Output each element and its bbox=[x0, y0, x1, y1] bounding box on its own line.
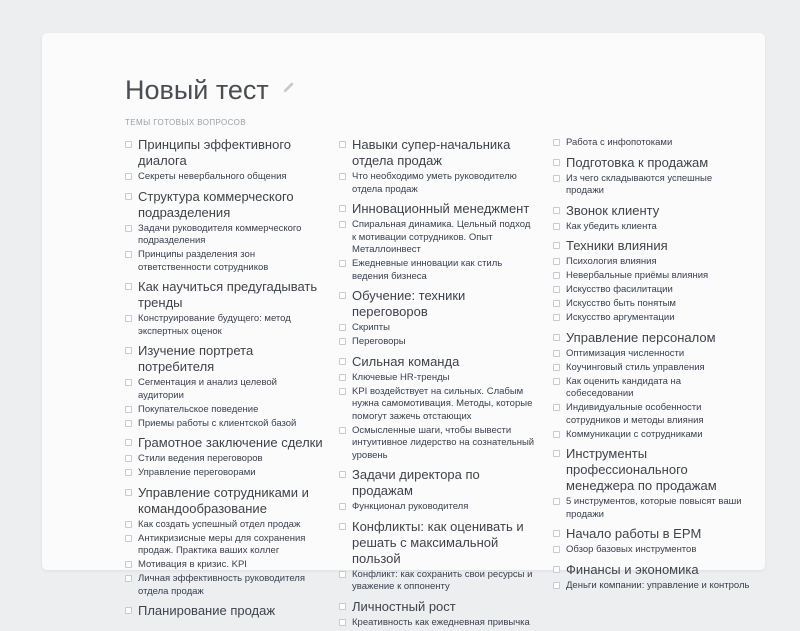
question-label[interactable]: Креативность как ежедневная привычка bbox=[352, 616, 530, 628]
question-label[interactable]: Психология влияния bbox=[566, 256, 657, 267]
topic-block bbox=[553, 330, 751, 442]
question-label[interactable]: Работа с инфопотоками bbox=[566, 137, 673, 148]
topic-label[interactable]: Обучение: техники переговоров bbox=[352, 288, 466, 319]
question-row[interactable] bbox=[339, 425, 537, 463]
topic-label[interactable]: Принципы эффективного диалога bbox=[138, 137, 292, 168]
question-checkbox[interactable] bbox=[125, 225, 132, 232]
topic-block bbox=[125, 137, 323, 184]
question-checkbox[interactable] bbox=[553, 300, 560, 307]
question-row[interactable] bbox=[339, 569, 537, 594]
question-label[interactable]: Управление переговорами bbox=[138, 467, 256, 478]
question-row[interactable] bbox=[125, 249, 323, 274]
question-checkbox[interactable] bbox=[125, 535, 132, 542]
question-row[interactable] bbox=[339, 372, 537, 385]
topic-block bbox=[553, 526, 751, 557]
question-checkbox[interactable] bbox=[339, 338, 346, 345]
topic-row[interactable] bbox=[339, 354, 537, 370]
question-row[interactable] bbox=[339, 501, 537, 514]
topic-checkbox[interactable] bbox=[553, 566, 560, 573]
question-row[interactable] bbox=[553, 312, 751, 325]
topic-block bbox=[125, 279, 323, 338]
question-row[interactable] bbox=[553, 580, 751, 593]
question-row[interactable] bbox=[553, 284, 751, 297]
question-label[interactable]: Спиральная динамика. Цельный подход к мотивации сотрудников. Опыт Металлоинвест bbox=[352, 219, 531, 255]
topic-block bbox=[553, 238, 751, 325]
question-row[interactable] bbox=[553, 256, 751, 269]
topic-label[interactable]: Начало работы в EPM bbox=[566, 526, 702, 541]
topic-label[interactable]: Изучение портрета потребителя bbox=[138, 343, 254, 374]
question-checkbox[interactable] bbox=[339, 260, 346, 267]
question-label[interactable]: Ежедневные инновации как стиль ведения бизнеса bbox=[352, 258, 503, 282]
question-label[interactable]: Коучинговый стиль управления bbox=[566, 361, 705, 373]
question-label[interactable]: Как оценить кандидата на собеседовании bbox=[566, 375, 682, 399]
question-checkbox[interactable] bbox=[125, 379, 132, 386]
topic-block bbox=[339, 354, 537, 463]
topic-checkbox[interactable] bbox=[553, 242, 560, 249]
topic-checkbox[interactable] bbox=[553, 159, 560, 166]
question-checkbox[interactable] bbox=[339, 619, 346, 626]
question-label[interactable]: Мотивация в кризис. KPI bbox=[138, 559, 247, 570]
topic-row[interactable] bbox=[553, 203, 751, 219]
topic-row[interactable] bbox=[125, 279, 323, 311]
question-row[interactable] bbox=[125, 418, 323, 431]
topic-row[interactable] bbox=[339, 519, 537, 567]
topic-label[interactable]: Финансы и экономика bbox=[566, 561, 699, 577]
question-checkbox[interactable] bbox=[553, 498, 560, 505]
question-label[interactable]: Невербальные приёмы влияния bbox=[566, 270, 709, 281]
topics-column-3 bbox=[553, 137, 751, 631]
question-checkbox[interactable] bbox=[125, 561, 132, 568]
topic-checkbox[interactable] bbox=[339, 205, 346, 212]
topic-label[interactable]: Структура коммерческого подразделения bbox=[138, 188, 294, 220]
topic-row[interactable] bbox=[125, 435, 323, 451]
topic-block bbox=[125, 189, 323, 275]
question-label[interactable]: Как убедить клиента bbox=[566, 220, 657, 232]
question-label[interactable]: Обзор базовых инструментов bbox=[566, 544, 697, 555]
question-checkbox[interactable] bbox=[339, 173, 346, 180]
question-row[interactable] bbox=[339, 617, 537, 630]
question-row[interactable] bbox=[125, 573, 323, 598]
question-row[interactable] bbox=[553, 429, 751, 442]
topic-label[interactable]: Подготовка к продажам bbox=[566, 154, 709, 170]
question-label[interactable]: Задачи руководителя коммерческого подразделения bbox=[138, 222, 302, 246]
question-label[interactable]: Секреты невербального общения bbox=[138, 171, 287, 182]
question-label[interactable]: Искусство быть понятым bbox=[566, 298, 676, 309]
title-row bbox=[125, 75, 725, 105]
topic-row[interactable] bbox=[553, 330, 751, 346]
question-checkbox[interactable] bbox=[339, 324, 346, 331]
question-row[interactable] bbox=[553, 270, 751, 283]
question-checkbox[interactable] bbox=[553, 139, 560, 146]
topic-checkbox[interactable] bbox=[553, 450, 560, 457]
topic-checkbox[interactable] bbox=[125, 607, 132, 614]
topic-checkbox[interactable] bbox=[125, 347, 132, 354]
topic-checkbox[interactable] bbox=[339, 358, 346, 365]
topic-block bbox=[339, 519, 537, 594]
topic-checkbox[interactable] bbox=[125, 193, 132, 200]
question-label[interactable]: Покупательское поведение bbox=[138, 403, 259, 415]
topic-checkbox[interactable] bbox=[125, 283, 132, 290]
edit-title-pencil-icon[interactable] bbox=[282, 81, 295, 99]
topic-row[interactable] bbox=[339, 137, 537, 169]
question-row[interactable] bbox=[553, 362, 751, 375]
question-row[interactable] bbox=[339, 219, 537, 257]
question-checkbox[interactable] bbox=[553, 364, 560, 371]
question-label[interactable]: Индивидуальные особенности сотрудников и методы влияния bbox=[566, 402, 704, 426]
question-label[interactable]: Как создать успешный отдел продаж bbox=[138, 518, 301, 530]
question-label[interactable]: KPI воздействует на сильных. Слабым нужна самомотивация. Методы, которые помогут зажечь отстающих bbox=[352, 385, 533, 422]
question-checkbox[interactable] bbox=[553, 582, 560, 589]
question-label[interactable]: Что необходимо уметь руководителю отдела продаж bbox=[352, 171, 517, 195]
topic-label[interactable]: Инструменты профессионального менеджера по продажам bbox=[566, 446, 717, 493]
question-checkbox[interactable] bbox=[553, 404, 560, 411]
question-label[interactable]: Антикризисные меры для сохранения продаж. Практика ваших коллег bbox=[138, 532, 306, 556]
topic-row[interactable] bbox=[553, 526, 751, 542]
topic-block bbox=[339, 599, 537, 630]
topic-block bbox=[339, 288, 537, 349]
topic-row[interactable] bbox=[339, 599, 537, 615]
topic-row[interactable] bbox=[125, 189, 323, 221]
topic-label[interactable]: Управление персоналом bbox=[566, 329, 716, 345]
question-row[interactable] bbox=[553, 376, 751, 401]
question-label[interactable]: Ключевые HR-тренды bbox=[352, 371, 450, 383]
question-label[interactable]: Оптимизация численности bbox=[566, 347, 685, 359]
question-checkbox[interactable] bbox=[553, 258, 560, 265]
test-editor-card bbox=[42, 33, 765, 628]
topic-label[interactable]: Личностный рост bbox=[352, 598, 456, 614]
question-row[interactable] bbox=[125, 467, 323, 480]
question-label[interactable]: Конструирование будущего: метод экспертных оценок bbox=[138, 313, 291, 337]
question-label[interactable]: Из чего складываются успешные продажи bbox=[566, 172, 713, 196]
topic-label[interactable]: Грамотное заключение сделки bbox=[138, 435, 323, 450]
question-checkbox[interactable] bbox=[553, 546, 560, 553]
question-row[interactable] bbox=[125, 533, 323, 558]
question-checkbox[interactable] bbox=[553, 378, 560, 385]
question-checkbox[interactable] bbox=[553, 272, 560, 279]
question-label[interactable]: Осмысленные шаги, чтобы вывести интуитивное лидерство на сознательный уровень bbox=[352, 424, 535, 461]
question-row[interactable] bbox=[553, 496, 751, 521]
topic-block bbox=[553, 155, 751, 198]
topic-label[interactable]: Планирование продаж bbox=[138, 603, 276, 618]
question-row[interactable] bbox=[339, 336, 537, 349]
topic-row[interactable] bbox=[125, 485, 323, 517]
question-row[interactable] bbox=[339, 322, 537, 335]
question-checkbox[interactable] bbox=[339, 503, 346, 510]
topic-row[interactable] bbox=[553, 562, 751, 578]
topic-label[interactable]: Звонок клиенту bbox=[566, 202, 660, 218]
topic-row[interactable] bbox=[125, 603, 323, 619]
question-row[interactable] bbox=[125, 171, 323, 184]
question-label[interactable]: Конфликт: как сохранить свои ресурсы и уважение к оппоненту bbox=[352, 568, 533, 592]
question-row[interactable] bbox=[339, 386, 537, 424]
question-checkbox[interactable] bbox=[125, 420, 132, 427]
page-title: Новый тест bbox=[125, 75, 269, 105]
topic-row[interactable] bbox=[553, 238, 751, 254]
question-label[interactable]: Принципы разделения зон ответственности сотрудников bbox=[138, 249, 269, 273]
question-label[interactable]: Сегментация и анализ целевой аудитории bbox=[138, 377, 277, 401]
question-checkbox[interactable] bbox=[125, 469, 132, 476]
question-checkbox[interactable] bbox=[553, 286, 560, 293]
topic-label[interactable]: Инновационный менеджмент bbox=[352, 201, 530, 216]
question-checkbox[interactable] bbox=[339, 221, 346, 228]
topic-checkbox[interactable] bbox=[125, 141, 132, 148]
question-row[interactable] bbox=[553, 402, 751, 427]
topic-block bbox=[125, 485, 323, 599]
topic-block bbox=[553, 203, 751, 234]
topic-block bbox=[339, 137, 537, 196]
topic-row[interactable] bbox=[339, 201, 537, 217]
question-row[interactable] bbox=[553, 544, 751, 557]
question-row[interactable] bbox=[125, 404, 323, 417]
topic-row[interactable] bbox=[339, 288, 537, 320]
topic-block bbox=[125, 343, 323, 430]
topic-checkbox[interactable] bbox=[125, 439, 132, 446]
topic-label[interactable]: Управление сотрудниками и командообразование bbox=[138, 484, 309, 516]
question-label[interactable]: 5 инструментов, которые повысят ваши продажи bbox=[566, 496, 742, 520]
topic-checkbox[interactable] bbox=[553, 530, 560, 537]
question-checkbox[interactable] bbox=[339, 388, 346, 395]
topic-block bbox=[339, 467, 537, 514]
topic-checkbox[interactable] bbox=[339, 471, 346, 478]
topic-checkbox[interactable] bbox=[339, 141, 346, 148]
question-checkbox[interactable] bbox=[125, 455, 132, 462]
question-checkbox[interactable] bbox=[125, 251, 132, 258]
topic-row[interactable] bbox=[553, 446, 751, 494]
topic-checkbox[interactable] bbox=[339, 523, 346, 530]
question-label[interactable]: Искусство аргументации bbox=[566, 312, 675, 323]
topic-block bbox=[553, 446, 751, 521]
topics-columns bbox=[125, 137, 755, 631]
topic-block bbox=[125, 603, 323, 619]
question-checkbox[interactable] bbox=[553, 314, 560, 321]
question-row[interactable] bbox=[125, 223, 323, 248]
topics-column-2 bbox=[339, 137, 537, 631]
question-row[interactable] bbox=[125, 559, 323, 572]
topic-block bbox=[553, 137, 751, 150]
question-row[interactable] bbox=[553, 137, 751, 150]
topic-block bbox=[125, 435, 323, 480]
question-row[interactable] bbox=[125, 519, 323, 532]
question-row[interactable] bbox=[553, 298, 751, 311]
topic-row[interactable] bbox=[125, 343, 323, 375]
question-row[interactable] bbox=[553, 173, 751, 198]
topic-checkbox[interactable] bbox=[339, 292, 346, 299]
question-checkbox[interactable] bbox=[339, 571, 346, 578]
question-row[interactable] bbox=[339, 171, 537, 196]
topic-block bbox=[339, 201, 537, 283]
question-row[interactable] bbox=[553, 348, 751, 361]
topic-checkbox[interactable] bbox=[553, 334, 560, 341]
question-checkbox[interactable] bbox=[125, 575, 132, 582]
topic-row[interactable] bbox=[553, 155, 751, 171]
topic-checkbox[interactable] bbox=[125, 489, 132, 496]
question-checkbox[interactable] bbox=[125, 315, 132, 322]
question-checkbox[interactable] bbox=[125, 173, 132, 180]
question-checkbox[interactable] bbox=[553, 175, 560, 182]
question-label[interactable]: Деньги компании: управление и контроль bbox=[566, 579, 750, 591]
question-checkbox[interactable] bbox=[553, 350, 560, 357]
question-row[interactable] bbox=[339, 258, 537, 283]
question-label[interactable]: Личная эффективность руководителя отдела продаж bbox=[138, 573, 305, 597]
question-checkbox[interactable] bbox=[339, 427, 346, 434]
topic-label[interactable]: Как научиться предугадывать тренды bbox=[138, 279, 318, 310]
topic-label[interactable]: Конфликты: как оценивать и решать с максимальной пользой bbox=[352, 518, 524, 566]
question-label[interactable]: Коммуникации с сотрудниками bbox=[566, 428, 703, 440]
question-label[interactable]: Приемы работы с клиентской базой bbox=[138, 417, 297, 429]
question-checkbox[interactable] bbox=[125, 521, 132, 528]
question-label[interactable]: Функционал руководителя bbox=[352, 501, 469, 512]
question-label[interactable]: Искусство фасилитации bbox=[566, 284, 673, 295]
topic-checkbox[interactable] bbox=[553, 207, 560, 214]
topic-label[interactable]: Техники влияния bbox=[566, 238, 668, 253]
question-checkbox[interactable] bbox=[553, 223, 560, 230]
question-checkbox[interactable] bbox=[339, 374, 346, 381]
question-row[interactable] bbox=[553, 221, 751, 234]
question-checkbox[interactable] bbox=[553, 431, 560, 438]
question-label[interactable]: Переговоры bbox=[352, 336, 406, 347]
topic-block bbox=[553, 562, 751, 593]
topic-row[interactable] bbox=[339, 467, 537, 499]
question-checkbox[interactable] bbox=[125, 406, 132, 413]
question-row[interactable] bbox=[125, 453, 323, 466]
topic-row[interactable] bbox=[125, 137, 323, 169]
topic-label[interactable]: Сильная команда bbox=[352, 353, 460, 369]
topic-checkbox[interactable] bbox=[339, 603, 346, 610]
topic-label[interactable]: Навыки супер-начальника отдела продаж bbox=[352, 137, 511, 168]
question-label[interactable]: Стили ведения переговоров bbox=[138, 453, 263, 464]
topic-label[interactable]: Задачи директора по продажам bbox=[352, 467, 480, 498]
question-label[interactable]: Скрипты bbox=[352, 322, 390, 333]
topics-column-1 bbox=[125, 137, 323, 631]
question-row[interactable] bbox=[125, 313, 323, 338]
topics-section-label: ТЕМЫ ГОТОВЫХ ВОПРОСОВ bbox=[125, 118, 247, 127]
question-row[interactable] bbox=[125, 377, 323, 402]
